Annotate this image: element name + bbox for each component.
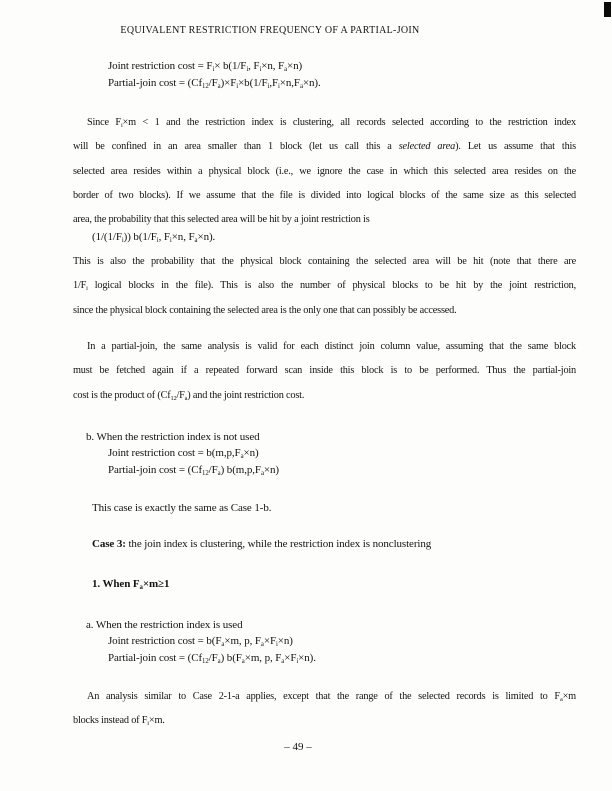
scan-ink-mark [604,2,611,17]
paragraph-selected-area [73,111,576,232]
section-a-heading: a. When the restriction index is used [86,619,243,631]
paragraph-probability [73,250,576,323]
section-b-heading: b. When the restriction index is not used [86,431,260,443]
case-3-label: Case 3: [92,538,126,550]
hit-probability-formula: $(1/(1/F_i))$ $b(1/F_i$, $F_i\times n$, $F_a\times n$). [92,231,216,245]
text-line: This is also the probability that the physical block containing the selected area will be hit (note that there are [73,256,576,267]
text-line: border of two blocks). If we assume that the file is divided into logical blocks of the same size as this selected [73,189,576,201]
text-line: will be confined in an area smaller than 1 block (let us call this a selected area). Let us assume that this [73,141,576,153]
formula-block-section-b [108,445,279,479]
partial-join-cost-formula: Partial-join $\cos t = (Cf_{12}/F_a)$ $b(m,p,F_a\times n)$ [108,464,279,478]
text-line: Since $F_i\times m < 1$ and the restriction index is clustering, all records selected according to the restriction index [87,117,576,129]
text-line: since the physical block containing the selected area is the only one that can possibly be accessed. [73,304,457,316]
case-3-heading [92,536,431,553]
joint-restriction-cost-formula: Joint restriction $\cos t = b(m,p,F_a\times n)$ [108,447,259,461]
joint-restriction-cost-formula: Joint restriction $\cos t = F_i\times b(1/F_i$, $F_i\times n$, $F_a\times n$) [108,60,303,74]
text-line: selected area resides within a physical block (i.e., we ignore the case in which this selected area resides on the [73,165,576,177]
joint-restriction-cost-formula: Joint restriction $\cos t = b(F_a\times m$, p, $F_a\times F_i\times n$) [108,635,293,649]
case-1b-note: This case is exactly the same as Case 1-b. [92,502,272,514]
text-line: must be fetched again if a repeated forward scan inside this block is to be performed. Thus the partial-join [73,365,576,377]
case-3-text: the join index is clustering, while the restriction index is nonclustering [125,538,432,550]
text-line: An analysis similar to Case 2-1-a applies, except that the range of the selected records is limited to $F_a\times m$ [87,691,576,703]
text-line: area, the probability that this selected area will be hit by a joint restriction is [73,214,370,226]
formula-block-top [108,58,321,92]
case-3-condition-1: 1. When $F_a\times m\ge 1$ [92,578,170,592]
text-line: blocks instead of $F_i\times m$. [73,715,165,728]
partial-join-cost-formula: Partial-join $\cos t = (Cf_{12}/F_a)$ $b(F_a\times m$, p, $F_a\times F_i\times n$). [108,652,316,666]
paragraph-partial-join [73,335,576,408]
partial-join-cost-formula: Partial-join $\cos t = (Cf_{12}/F_a)\times F_i\times b(1/F_i,F_i\times n,F_a\times n)$. [108,77,321,91]
text-line: cost is the product of $(Cf_{12}/F_a)$ and the joint restriction cost. [73,389,305,402]
running-head: EQUIVALENT RESTRICTION FREQUENCY OF A PARTIAL-JOIN [120,25,420,36]
text-line: $1/F_i$ logical blocks in the file). This is also the number of physical blocks to be hit by the joint restriction, [73,280,576,293]
paragraph-analysis [73,685,576,734]
page-number: – 49 – [284,741,312,753]
formula-block-section-a [108,633,316,667]
text-line: In a partial-join, the same analysis is valid for each distinct join column value, assuming that the same block [87,341,576,352]
